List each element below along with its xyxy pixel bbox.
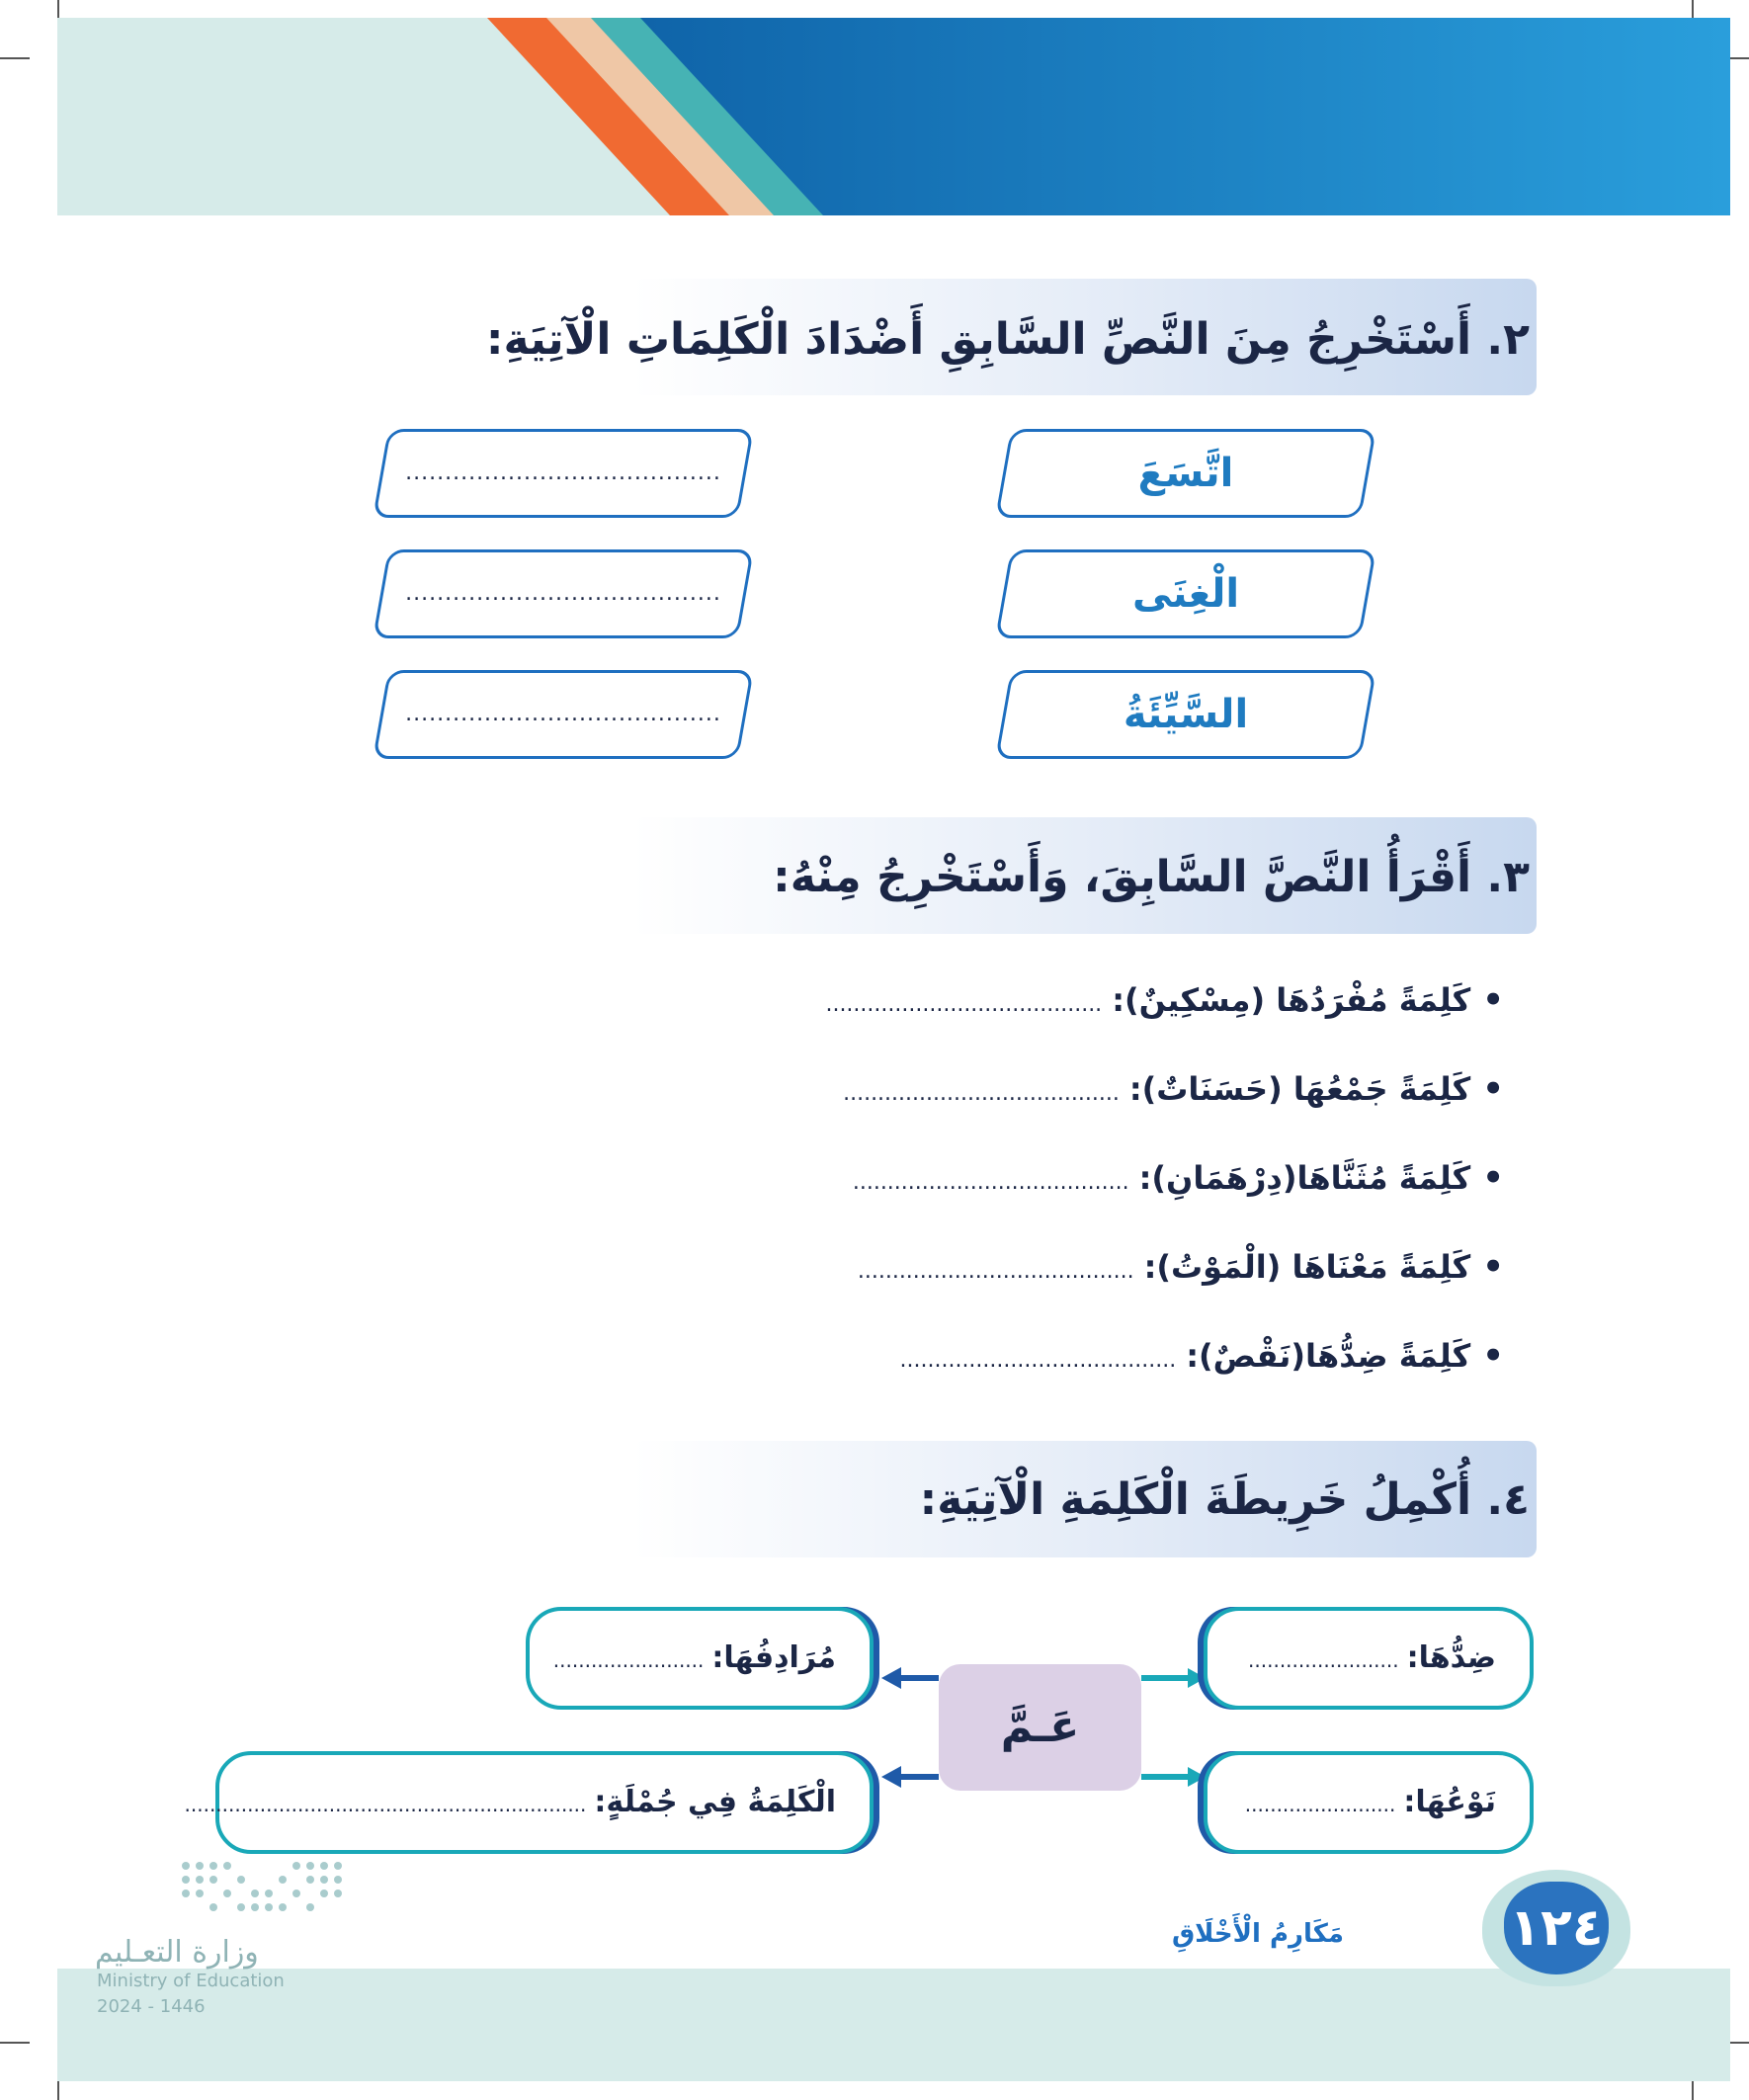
edition-year: 2024 - 1446	[97, 1996, 206, 2017]
synonym-blank[interactable]: ........................	[552, 1648, 705, 1672]
map-box-sentence[interactable]	[184, 1751, 874, 1854]
opposite-label: ضِدُّهَا:	[1406, 1640, 1496, 1675]
synonym-label: مُرَادِفُهَا:	[711, 1640, 836, 1675]
map-arrows	[870, 1660, 1225, 1799]
section2-title: ٢. أَسْتَخْرِجُ مِنَ النَّصِّ السَّابِقِ أَضْدَادَ الْكَلِمَاتِ الْآتِيَةِ:	[485, 314, 1530, 365]
page-number: ١٢٤	[1504, 1882, 1609, 1974]
word-box-2	[995, 549, 1376, 638]
question-text-2: كَلِمَةً جَمْعُهَا (حَسَنَاتٌ):	[1128, 1070, 1471, 1108]
bullet-dot: •	[1482, 1069, 1504, 1109]
question-text-1: كَلِمَةً مُفْرَدُهَا (مِسْكِينٌ):	[1112, 981, 1471, 1019]
question-blank-4[interactable]: ........................................	[857, 1259, 1134, 1284]
question-blank-2[interactable]: ........................................	[843, 1081, 1120, 1106]
bullet-dot: •	[1482, 1247, 1504, 1287]
section3-title: ٣. أَقْرَأُ النَّصَّ السَّابِقَ، وَأَسْتَخْرِجُ مِنْهُ:	[773, 852, 1530, 902]
crop-mark	[0, 57, 30, 59]
word-box-3	[995, 670, 1376, 759]
question-text-4: كَلِمَةً مَعْنَاهَا (الْمَوْتُ):	[1143, 1248, 1471, 1286]
sentence-label: الْكَلِمَةُ فِي جُمْلَةٍ:	[594, 1785, 836, 1819]
arrow-right-top	[1141, 1668, 1206, 1688]
crop-mark	[1692, 2081, 1694, 2100]
word-2: الْغِنَى	[1131, 571, 1240, 617]
answer-box-1[interactable]	[373, 429, 754, 518]
question-item-1	[825, 980, 1504, 1020]
bullet-dot: •	[1482, 1158, 1504, 1198]
answer-blank-3[interactable]: ........................................	[405, 702, 721, 726]
question-item-2	[843, 1069, 1504, 1109]
question-item-5	[900, 1336, 1505, 1376]
ministry-logo-icon	[178, 1858, 356, 1913]
word-3: السَّيِّئَةُ	[1123, 692, 1249, 737]
crop-mark	[0, 2042, 30, 2044]
crop-mark	[1692, 0, 1694, 20]
question-blank-5[interactable]: ........................................	[899, 1348, 1177, 1373]
word-box-1	[995, 429, 1376, 518]
type-label: نَوْعُهَا:	[1403, 1785, 1496, 1819]
book-title: مَكَارِمُ الْأَخْلَاقِ	[1171, 1919, 1344, 1949]
section4-title: ٤. أُكْمِلُ خَرِيطَةَ الْكَلِمَةِ الْآتِيَةِ:	[919, 1474, 1530, 1525]
answer-blank-2[interactable]: ........................................	[405, 581, 721, 606]
question-blank-1[interactable]: ........................................	[825, 992, 1103, 1017]
question-text-3: كَلِمَةً مُثَنَّاهَا(دِرْهَمَانِ):	[1138, 1159, 1471, 1197]
question-blank-3[interactable]: ........................................	[852, 1170, 1129, 1195]
answer-blank-1[interactable]: ........................................	[405, 461, 721, 485]
map-box-type[interactable]	[1204, 1751, 1534, 1854]
type-blank[interactable]: ........................	[1244, 1793, 1396, 1816]
bullet-dot: •	[1482, 980, 1504, 1020]
footer-band	[57, 1969, 1730, 2081]
map-box-synonym[interactable]	[526, 1607, 874, 1710]
crop-mark	[57, 2081, 59, 2100]
question-item-3	[853, 1158, 1504, 1198]
question-text-5: كَلِمَةً ضِدُّهَا(نَقْصٌ):	[1186, 1337, 1471, 1375]
answer-box-2[interactable]	[373, 549, 754, 638]
opposite-blank[interactable]: ........................	[1248, 1648, 1399, 1672]
arrow-left-top	[881, 1667, 939, 1689]
arrow-right-bottom	[1141, 1767, 1206, 1787]
header-banner	[57, 18, 1730, 215]
answer-box-3[interactable]	[373, 670, 754, 759]
ministry-name-ar: وزارة التعـليم	[95, 1935, 259, 1970]
word-1: اتَّسَعَ	[1137, 451, 1234, 496]
arrow-left-bottom	[881, 1766, 939, 1788]
sentence-blank[interactable]: ................................................................	[184, 1793, 587, 1816]
ministry-name-en: Ministry of Education	[97, 1971, 285, 1991]
question-item-4	[858, 1247, 1504, 1287]
crop-mark	[57, 0, 59, 20]
bullet-dot: •	[1482, 1336, 1504, 1376]
map-box-opposite[interactable]	[1204, 1607, 1534, 1710]
center-word-box: عَـمَّ	[939, 1664, 1141, 1791]
